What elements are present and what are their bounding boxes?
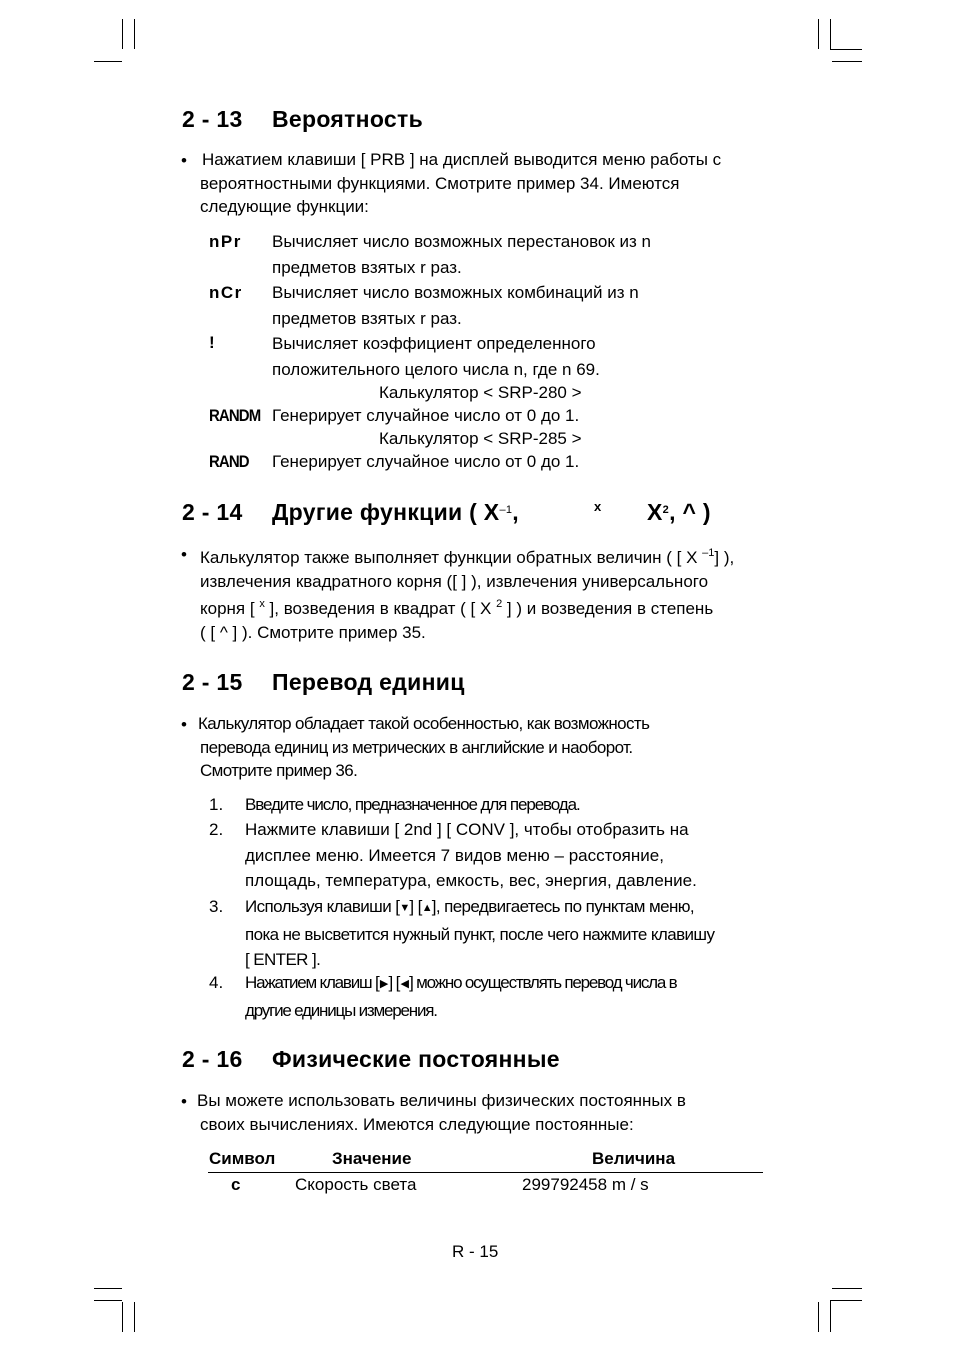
- section-heading-2-15: [182, 669, 465, 696]
- symbol-ncr: nCr: [209, 283, 243, 302]
- arrow-right-icon: ▶: [379, 978, 388, 990]
- symbol-factorial: !: [209, 333, 217, 352]
- cell-value: 299792458 m / s: [522, 1175, 649, 1194]
- step-1: Введите число, предназначенное для перевода.: [245, 795, 580, 814]
- bullet: •: [181, 1092, 187, 1111]
- symbol-rand: RAND: [209, 452, 249, 471]
- model-note-srp280: Калькулятор < SRP-280 >: [379, 383, 582, 402]
- bullet: •: [181, 545, 187, 564]
- section-heading-2-14-tail: $X^2$, ^ ): [647, 499, 711, 525]
- section-heading-2-14: 2 - 14 Другие функции ( $X^{-1}$,: [182, 499, 519, 525]
- section-heading-2-13: [182, 106, 423, 133]
- col-header-symbol: Символ: [209, 1149, 276, 1168]
- probability-intro: Нажатием клавиши [ PRB ] на дисплей выводится меню работы с вероятностными функциями. Смотрите пример 34. Имеются следующие функции:: [200, 150, 722, 216]
- step-number: 1.: [209, 795, 224, 814]
- bullet: •: [181, 715, 187, 734]
- arrow-left-icon: ◀: [400, 978, 408, 990]
- section-title: Физические постоянные: [272, 1046, 560, 1072]
- other-functions-text: Калькулятор также выполняет функции обратных величин ( [ X $^{-1}$] ), извлечения квадратного корня ([ ] ), извлечения универсального корня [ $^x$ ], возведения в квадрат ( [ X $^2$ ] ) и возведения в степень ( [ ^ ] ). Смотрите пример 35.: [200, 547, 735, 642]
- step-2: Нажмите клавиши [ 2nd ] [ CONV ], чтобы отобразить на дисплее меню. Имеется 7 видов меню – расстояние, площадь, температура, емкость, вес, энергия, давление.: [245, 820, 697, 890]
- root-index-x: x: [594, 499, 602, 514]
- section-number: 2 - 15: [182, 669, 243, 695]
- section-heading-2-16: [182, 1046, 560, 1073]
- desc-factorial: Вычисляет коэффициент определенного положительного целого числа n, где n 69.: [272, 334, 600, 379]
- arrow-down-icon: ▼: [399, 902, 410, 914]
- desc-ncr: Вычисляет число возможных комбинаций из n предметов взятых r раз.: [272, 283, 639, 328]
- section-title: Вероятность: [272, 106, 424, 132]
- arrow-up-icon: ▲: [421, 902, 433, 914]
- symbol-npr: nPr: [209, 232, 242, 251]
- table-rule: [208, 1172, 763, 1173]
- section-number: 2 - 16: [182, 1046, 243, 1072]
- cell-symbol: c: [231, 1175, 241, 1194]
- section-number: 2 - 13: [182, 106, 243, 132]
- model-note-srp285: Калькулятор < SRP-285 >: [379, 429, 582, 448]
- symbol-randm: RANDM: [209, 406, 261, 425]
- step-4: Нажатием клавиш [▶] [◀] можно осуществлять перевод числа в другие единицы измерения.: [245, 973, 677, 1020]
- section-title: Перевод единиц: [272, 669, 465, 695]
- desc-rand: Генерирует случайное число от 0 до 1.: [272, 452, 580, 471]
- col-header-quantity: Величина: [592, 1149, 676, 1168]
- section-number: 2 - 14: [182, 499, 243, 525]
- page-number: R - 15: [452, 1242, 499, 1261]
- cell-name: Скорость света: [295, 1175, 417, 1194]
- step-3: Используя клавиши [▼] [▲], передвигаетесь по пунктам меню, пока не высветится нужный пункт, после чего нажмите клавишу [ ENTER ].: [245, 897, 715, 969]
- step-number: 2.: [209, 820, 224, 839]
- step-number: 3.: [209, 897, 224, 916]
- unit-conversion-intro: Калькулятор обладает такой особенностью, как возможность перевода единиц из метрических в английские и наоборот. Смотрите пример 36.: [198, 714, 650, 780]
- step-number: 4.: [209, 973, 224, 992]
- constants-intro: Вы можете использовать величины физических постоянных в своих вычислениях. Имеются следующие постоянные:: [197, 1091, 686, 1134]
- bullet: •: [181, 151, 187, 170]
- col-header-value: Значение: [332, 1149, 412, 1168]
- desc-randm: Генерирует случайное число от 0 до 1.: [272, 406, 580, 425]
- desc-npr: Вычисляет число возможных перестановок из n предметов взятых r раз.: [272, 232, 652, 277]
